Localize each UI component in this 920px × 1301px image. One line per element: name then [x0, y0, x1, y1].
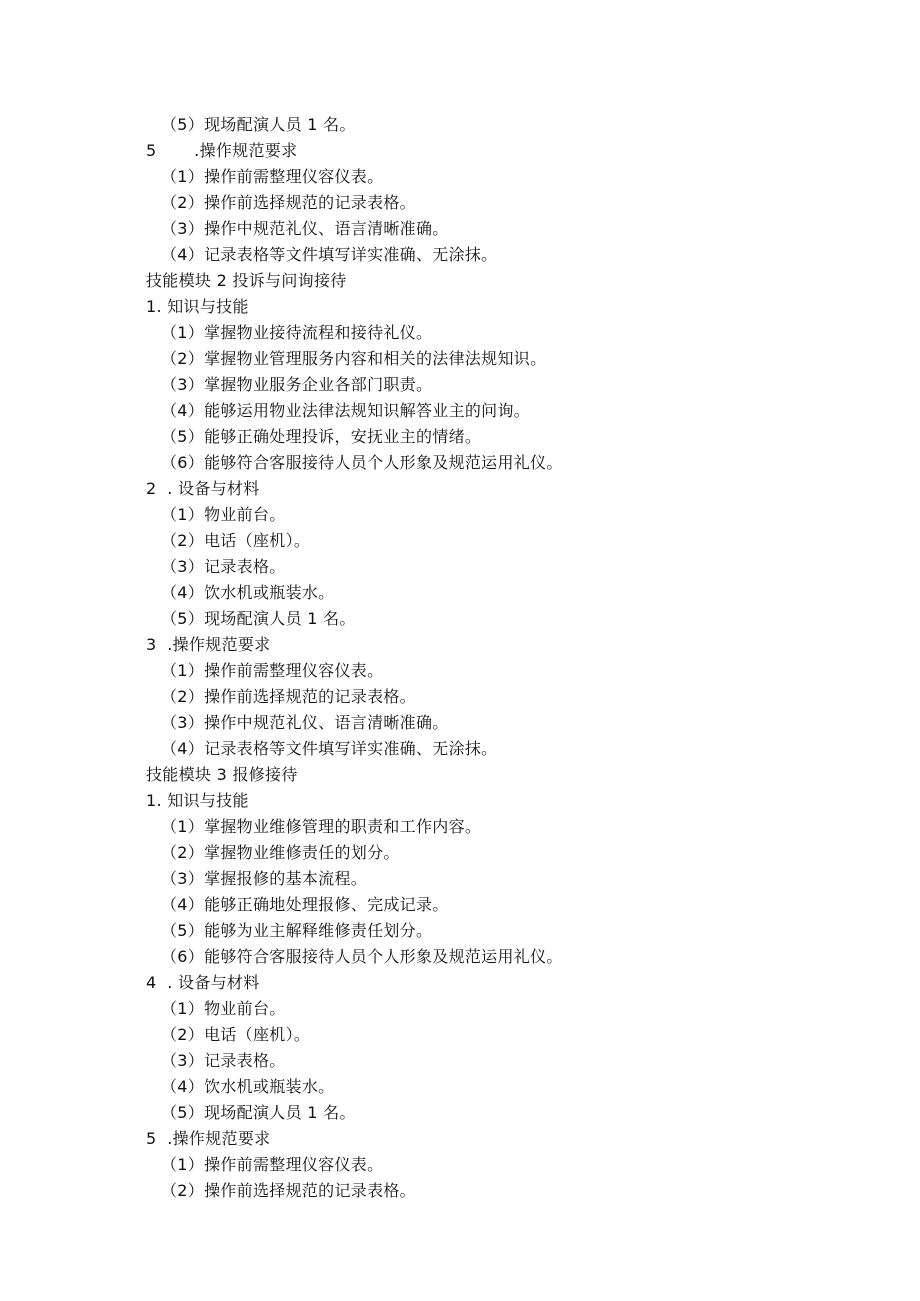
section-heading: 5 .操作规范要求: [146, 141, 298, 160]
list-item: （3）操作中规范礼仪、语言清晰准确。: [161, 219, 449, 238]
list-item: （2）操作前选择规范的记录表格。: [161, 687, 416, 706]
list-item: （4）能够正确地处理报修、完成记录。: [161, 895, 449, 914]
list-item: （6）能够符合客服接待人员个人形象及规范运用礼仪。: [161, 947, 563, 966]
section-heading: 5 .操作规范要求: [146, 1129, 271, 1148]
list-item: （5）现场配演人员 1 名。: [161, 1103, 356, 1122]
module-title: 技能模块 3 报修接待: [146, 765, 298, 784]
section-heading: 4 . 设备与材料: [146, 973, 260, 992]
section-heading: 1. 知识与技能: [146, 297, 249, 316]
list-item: （2）电话（座机）。: [161, 1025, 311, 1044]
list-item: （1）掌握物业维修管理的职责和工作内容。: [161, 817, 482, 836]
list-item: （5）能够正确处理投诉，安抚业主的情绪。: [161, 427, 482, 446]
list-item: （6）能够符合客服接待人员个人形象及规范运用礼仪。: [161, 453, 563, 472]
list-item: （4）记录表格等文件填写详实准确、无涂抹。: [161, 245, 498, 264]
list-item: （2）掌握物业管理服务内容和相关的法律法规知识。: [161, 349, 547, 368]
list-item: （4）记录表格等文件填写详实准确、无涂抹。: [161, 739, 498, 758]
list-item: （1）物业前台。: [161, 505, 286, 524]
section-heading: 1. 知识与技能: [146, 791, 249, 810]
module-title: 技能模块 2 投诉与问询接待: [146, 271, 347, 290]
list-item: （3）操作中规范礼仪、语言清晰准确。: [161, 713, 449, 732]
document-body: [0, 112, 920, 1204]
list-item: （4）能够运用物业法律法规知识解答业主的问询。: [161, 401, 531, 420]
list-item: （3）记录表格。: [161, 557, 286, 576]
section-heading: 2 . 设备与材料: [146, 479, 260, 498]
list-item: （5）现场配演人员 1 名。: [161, 115, 356, 134]
list-item: （3）掌握物业服务企业各部门职责。: [161, 375, 433, 394]
list-item: （2）电话（座机）。: [161, 531, 311, 550]
list-item: （1）操作前需整理仪容仪表。: [161, 1155, 384, 1174]
list-item: （1）物业前台。: [161, 999, 286, 1018]
list-item: （5）能够为业主解释维修责任划分。: [161, 921, 433, 940]
list-item: （4）饮水机或瓶装水。: [161, 583, 335, 602]
section-heading: 3 .操作规范要求: [146, 635, 271, 654]
list-item: （3）记录表格。: [161, 1051, 286, 1070]
list-item: （2）操作前选择规范的记录表格。: [161, 193, 416, 212]
list-item: （4）饮水机或瓶装水。: [161, 1077, 335, 1096]
list-item: （2）操作前选择规范的记录表格。: [161, 1181, 416, 1200]
list-item: （5）现场配演人员 1 名。: [161, 609, 356, 628]
list-item: （1）操作前需整理仪容仪表。: [161, 661, 384, 680]
list-item: （1）掌握物业接待流程和接待礼仪。: [161, 323, 433, 342]
list-item: （2）掌握物业维修责任的划分。: [161, 843, 400, 862]
list-item: （3）掌握报修的基本流程。: [161, 869, 368, 888]
list-item: （1）操作前需整理仪容仪表。: [161, 167, 384, 186]
